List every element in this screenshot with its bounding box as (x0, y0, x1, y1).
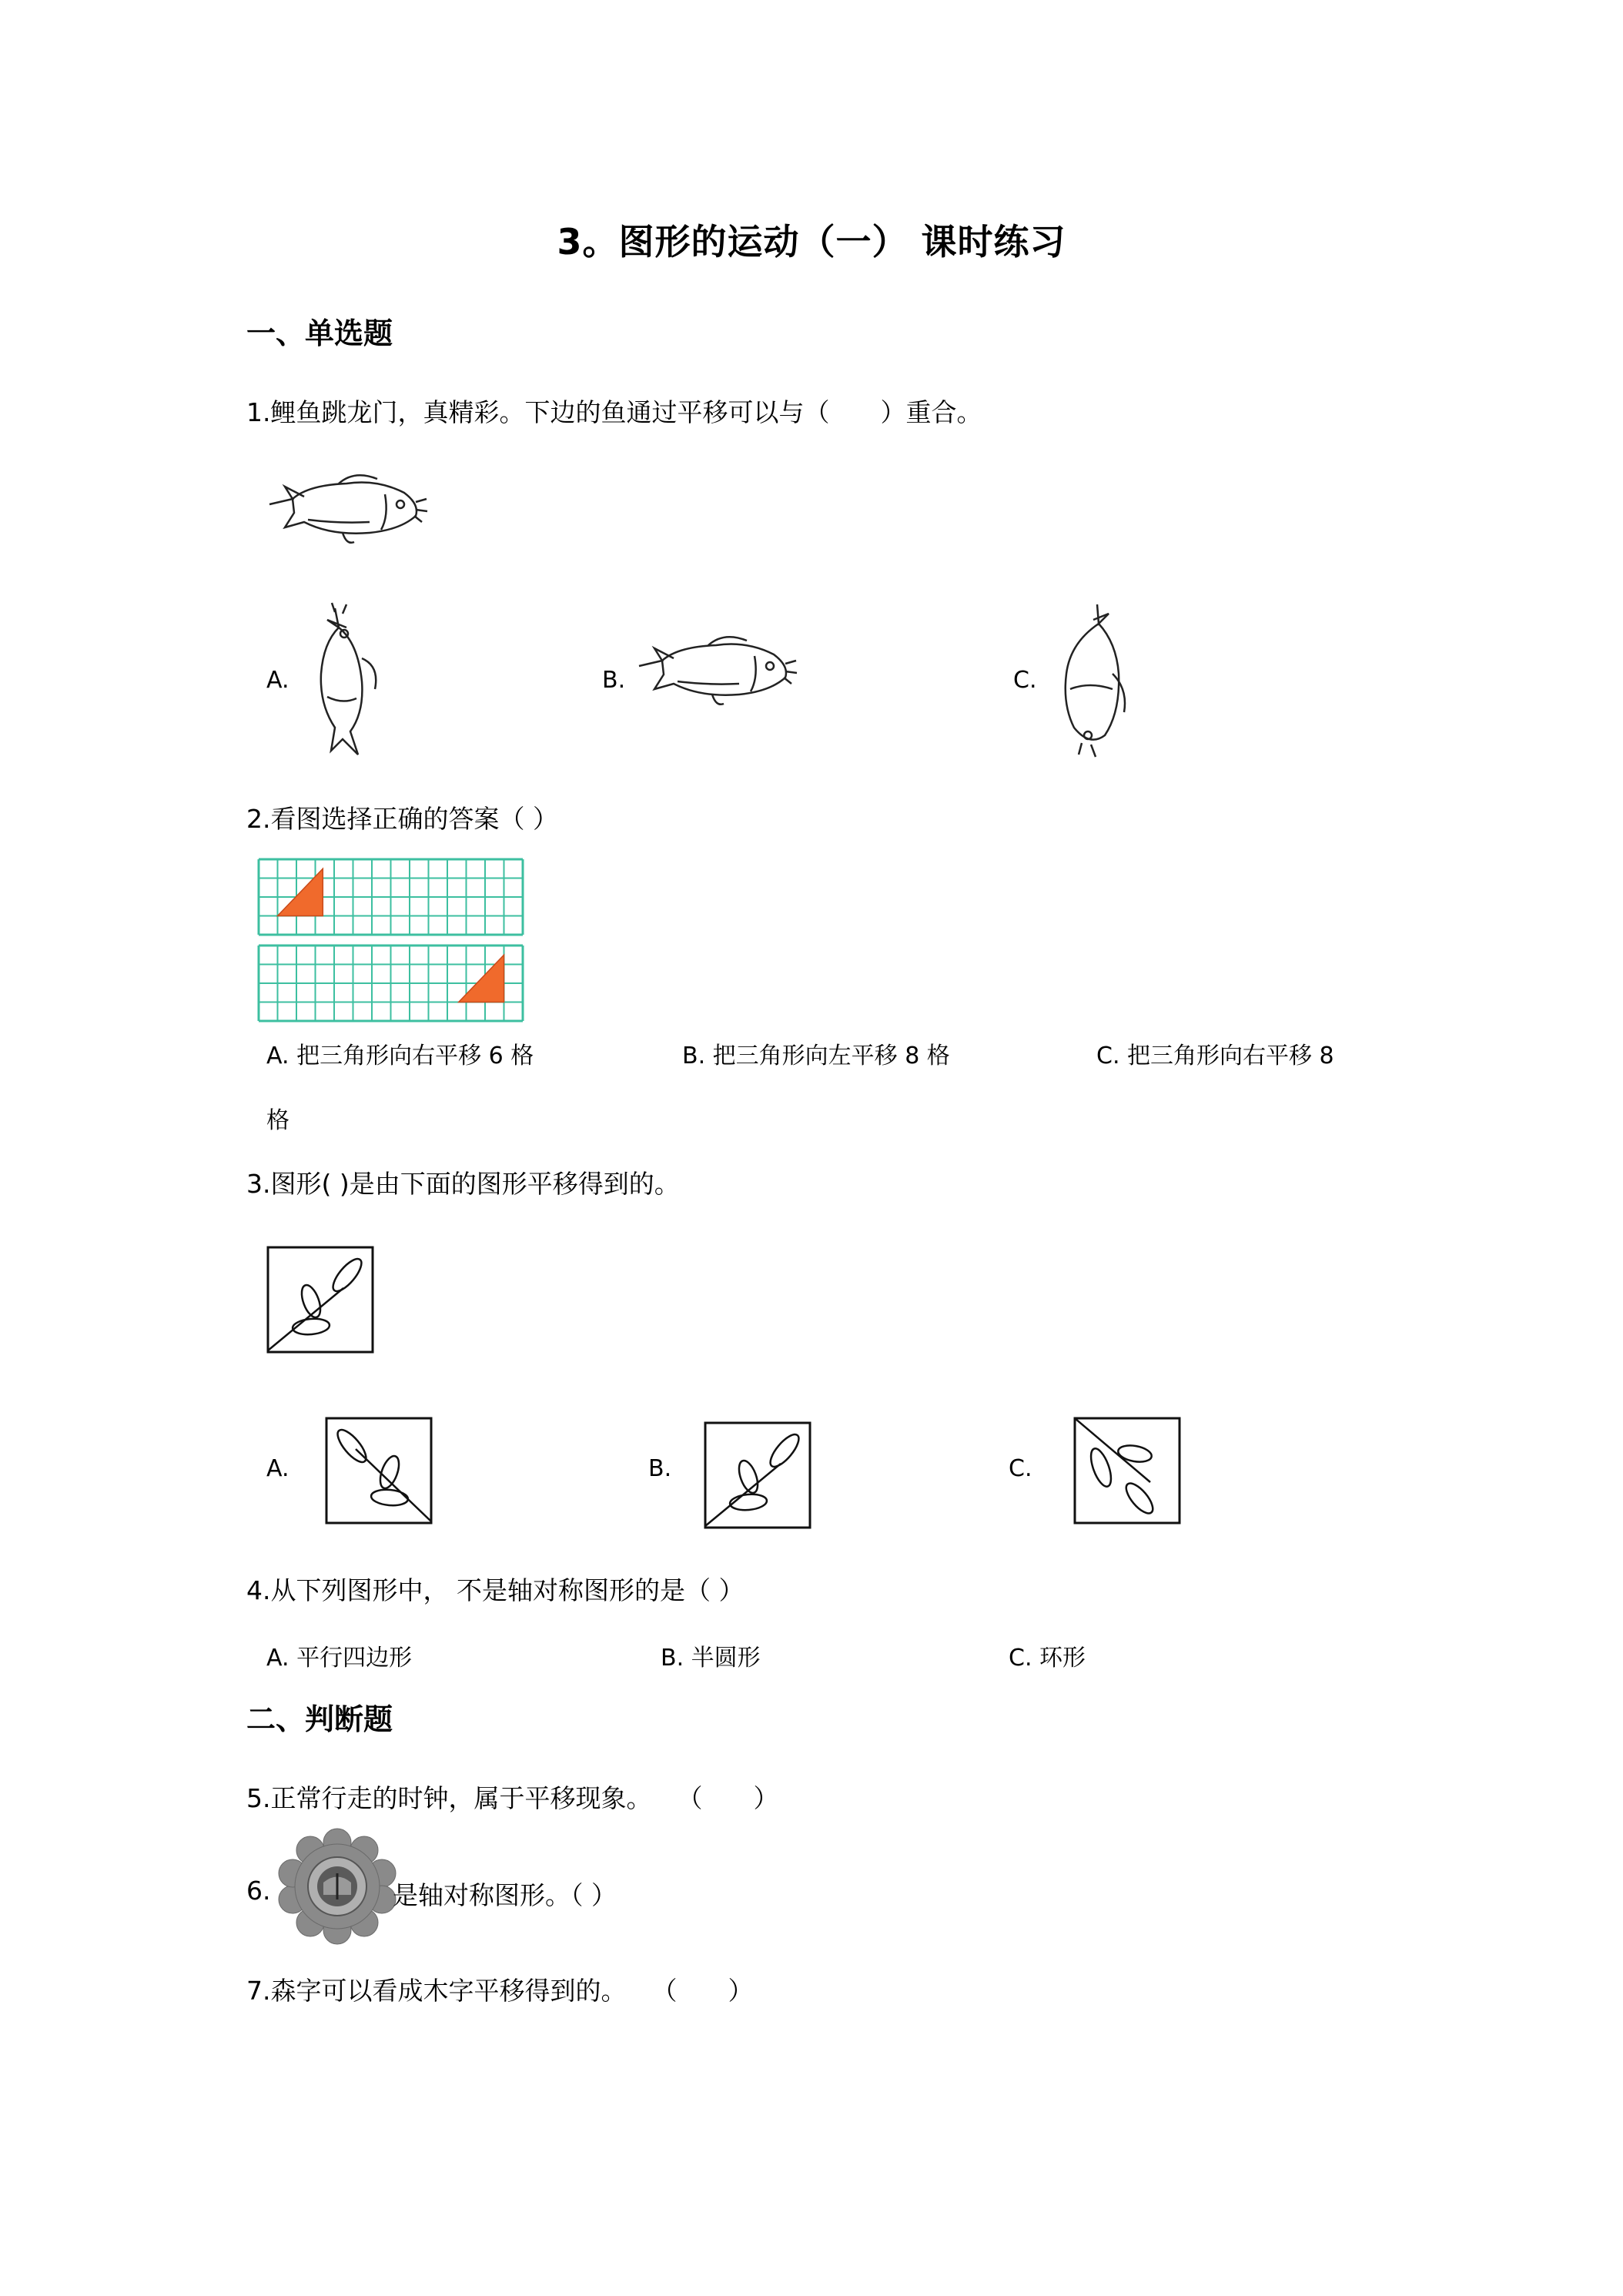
q4-option-b[interactable]: B. 半圆形 (661, 1645, 761, 1672)
grid-after-image (256, 942, 525, 1013)
q3-option-b-label[interactable]: B. (648, 1455, 672, 1482)
leaf-option-b-image[interactable] (704, 1421, 813, 1531)
question-4: 4.从下列图形中， 不是轴对称图形的是（ ） (246, 1575, 745, 1605)
q1-option-b-label[interactable]: B. (602, 667, 626, 694)
q1-option-c-label[interactable]: C. (1013, 667, 1037, 694)
leaf-option-a-image[interactable] (325, 1417, 434, 1526)
grid-before-image (256, 856, 525, 927)
leaf-option-c-image[interactable] (1073, 1417, 1183, 1526)
fish-option-c-image[interactable] (1051, 597, 1136, 762)
q4-option-c[interactable]: C. 环形 (1009, 1645, 1086, 1672)
question-3: 3.图形( )是由下面的图形平移得到的。 (246, 1169, 680, 1199)
q2-option-b[interactable]: B. 把三角形向左平移 8 格 (682, 1043, 950, 1069)
q2-option-a[interactable]: A. 把三角形向右平移 6 格 (266, 1043, 534, 1069)
triangle-before (278, 869, 323, 915)
question-5: 5.正常行走的时钟，属于平移现象。 （ ） (246, 1783, 779, 1813)
section-heading-true-false: 二、判断题 (246, 1702, 393, 1736)
q4-option-a[interactable]: A. 平行四边形 (266, 1645, 413, 1672)
question-1: 1.鲤鱼跳龙门，真精彩。下边的鱼通过平移可以与（ ）重合。 (246, 397, 982, 427)
fish-reference-image (262, 462, 431, 554)
question-6-text: 是轴对称图形。（ ） (393, 1880, 617, 1910)
page-title: 3。图形的运动（一） 课时练习 (557, 221, 1066, 263)
fish-option-a-image[interactable] (304, 597, 389, 762)
flower-clock-image (276, 1829, 399, 1944)
fish-option-b-image[interactable] (631, 624, 801, 716)
q3-option-c-label[interactable]: C. (1009, 1455, 1032, 1482)
leaf-reference-image (266, 1246, 376, 1355)
q3-option-a-label[interactable]: A. (266, 1455, 289, 1482)
q2-option-c[interactable]: C. 把三角形向右平移 8 (1096, 1043, 1334, 1069)
question-2: 2.看图选择正确的答案（ ） (246, 804, 558, 834)
q2-option-c-wrap: 格 (266, 1107, 289, 1134)
section-heading-single-choice: 一、单选题 (246, 316, 393, 350)
question-7: 7.森字可以看成木字平移得到的。 （ ） (246, 1976, 754, 2006)
q1-option-a-label[interactable]: A. (266, 667, 289, 694)
question-6-number: 6. (246, 1876, 271, 1906)
